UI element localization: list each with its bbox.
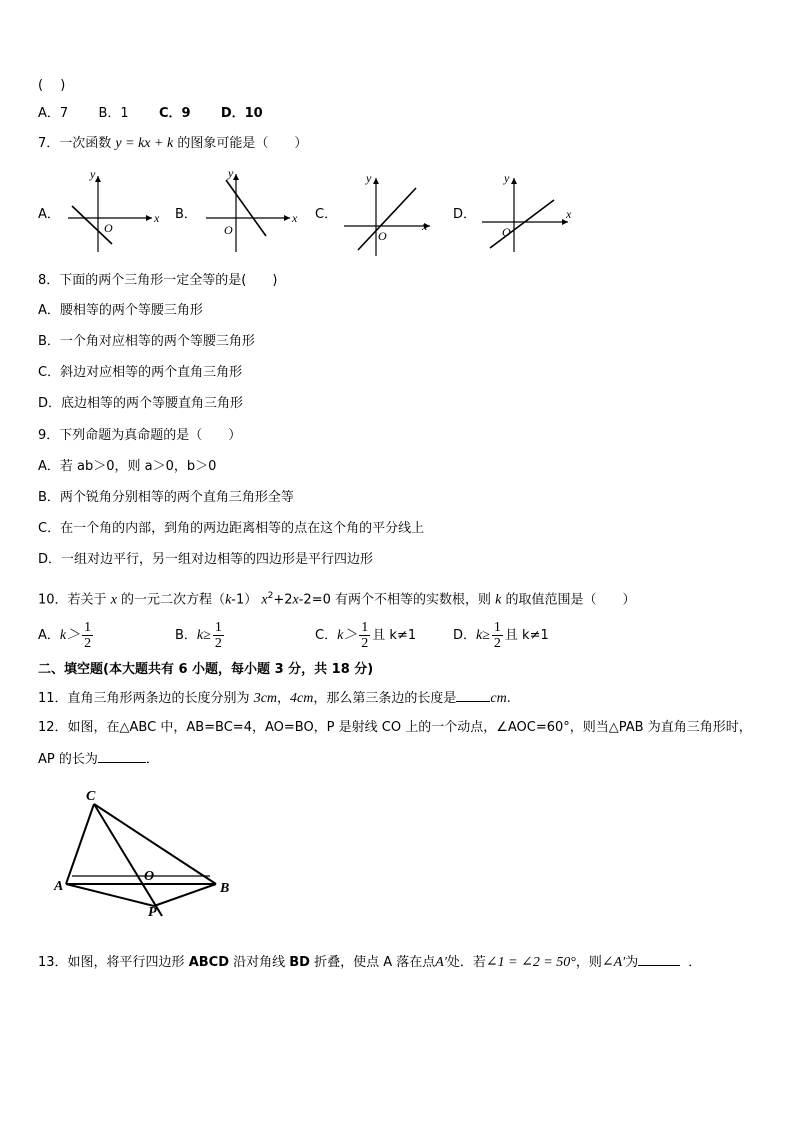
q13-answer-blank[interactable]	[638, 953, 680, 966]
q7-graph-b-label: B．	[175, 207, 197, 222]
q11-text-2: ，那么第三条边的长度是	[313, 691, 457, 706]
q7-a-axis-x: x	[154, 211, 160, 225]
q7-graph-b	[198, 166, 298, 256]
q10-option-d	[453, 620, 549, 651]
q10-b-fraction	[213, 620, 224, 651]
q12-label-p: P	[148, 905, 157, 917]
q10-b-rel: k≥	[196, 628, 211, 643]
q11-value-1: 3cm	[253, 691, 278, 706]
q10-var-x3: x	[292, 592, 299, 608]
q10-option-c	[315, 620, 416, 651]
q11-end: .	[506, 691, 511, 706]
q10-b-label: B．	[175, 628, 197, 643]
q10-text-4: +2	[273, 592, 293, 608]
q10-c-num: 1	[361, 620, 369, 635]
q7-stem	[38, 135, 307, 153]
q10-a-label: A．	[38, 628, 60, 643]
q6-option-b: B．1	[98, 106, 129, 121]
q7-suffix: 的图象可能是（ ）	[177, 136, 308, 151]
q10-a-fraction	[82, 620, 93, 651]
q13-text-3: 折叠，使点 A 落在点	[309, 955, 436, 970]
q7-b-axis-x: x	[292, 211, 298, 225]
q12-line-1: 12．如图，在△ABC 中，AB=BC=4，AO=BO，P 是射线 CO 上的一个动点，∠AOC=60°，则当△PAB 为直角三角形时，	[38, 720, 752, 735]
q8-option-a: A．腰相等的两个等腰三角形	[38, 303, 203, 318]
q11-stem	[38, 689, 511, 708]
q13-text-6: 为	[625, 955, 639, 970]
q10-var-k2: k	[495, 592, 502, 608]
q10-text-2: 的一元二次方程（	[121, 592, 226, 608]
q12-label-b: B	[220, 881, 230, 896]
q7-graph-d	[476, 170, 576, 256]
q7-a-axis-y: y	[90, 168, 96, 181]
q12-end: ．	[145, 752, 159, 767]
q12-answer-blank[interactable]	[98, 750, 146, 763]
q7-graph-a	[60, 168, 160, 256]
q13-angles: ∠1 = ∠2 = 50°	[485, 955, 576, 970]
q6-option-c: C．9	[158, 106, 191, 121]
q7-graph-a-label: A．	[38, 207, 60, 222]
q7-d-origin: O	[502, 225, 511, 239]
q9-stem: 9．下列命题为真命题的是（ ）	[38, 428, 242, 443]
q8-option-b: B．一个角对应相等的两个等腰三角形	[38, 334, 255, 349]
q10-var-k: k	[225, 592, 232, 608]
q7-d-axis-y: y	[504, 171, 510, 185]
q10-d-label: D．	[453, 628, 477, 643]
q9-option-b: B．两个锐角分别相等的两个直角三角形全等	[38, 490, 294, 505]
q7-graph-c	[338, 170, 438, 258]
q8-stem: 8．下面的两个三角形一定全等的是( )	[38, 273, 278, 288]
q13-abcd: ABCD	[188, 955, 229, 970]
q13-text-2: 沿对角线	[229, 955, 290, 970]
q10-b-num: 1	[214, 620, 222, 635]
q7-formula: y = kx + k	[115, 136, 174, 151]
q7-b-axis-y: y	[228, 166, 234, 180]
q12-triangle-figure	[50, 782, 250, 917]
q7-c-origin: O	[378, 229, 387, 243]
q11-text-1: 11．直角三角形两条边的长度分别为	[38, 691, 254, 706]
q13-angle-a-prime: ∠A′	[601, 955, 626, 970]
q7-graph-c-label: C．	[315, 207, 338, 222]
q6-paren: ( )	[38, 78, 66, 93]
q11-answer-blank[interactable]	[456, 689, 490, 702]
q9-option-a: A．若 ab＞0，则 a＞0，b＞0	[38, 459, 217, 474]
q10-c-den: 2	[361, 636, 369, 651]
q10-text-3: -1）	[231, 592, 258, 608]
q10-text-1: 10．若关于	[38, 592, 107, 608]
q10-a-rel: k＞	[59, 628, 81, 643]
q13-end: ．	[688, 955, 702, 970]
q6-option-d: D．10	[220, 106, 263, 121]
q10-c-tail: 且 k≠1	[372, 628, 417, 643]
q10-var-x: x	[110, 592, 117, 608]
q8-option-d: D．底边相等的两个等腰直角三角形	[38, 396, 244, 411]
q10-a-den: 2	[84, 636, 92, 651]
q7-d-axis-x: x	[566, 207, 572, 221]
q10-c-rel: k＞	[337, 628, 358, 643]
q10-d-den: 2	[493, 636, 501, 651]
q7-graph-d-label: D．	[453, 207, 477, 222]
q12-line-2	[38, 750, 159, 769]
q9-option-c: C．在一个角的内部，到角的两边距离相等的点在这个角的平分线上	[38, 521, 425, 536]
q6-options	[38, 105, 263, 123]
q13-text-1: 13．如图，将平行四边形	[38, 955, 189, 970]
q7-prefix: 7．一次函数	[38, 136, 112, 151]
q10-c-fraction	[359, 620, 370, 651]
q11-unit: cm	[490, 691, 507, 706]
q11-value-2: 4cm	[290, 691, 314, 706]
q7-a-origin: O	[104, 221, 113, 235]
q10-option-a	[38, 620, 95, 651]
q13-text-5: ，则	[575, 955, 602, 970]
q7-b-origin: O	[224, 223, 233, 237]
q10-a-num: 1	[84, 620, 92, 635]
q9-option-d: D．一组对边平行，另一组对边相等的四边形是平行四边形	[38, 552, 374, 567]
q10-text-6: 的取值范围是（ ）	[505, 592, 636, 608]
q12-label-c: C	[86, 789, 96, 804]
q11-separator: ，	[277, 691, 291, 706]
q7-c-axis-y: y	[366, 171, 372, 185]
q10-option-b	[175, 620, 226, 651]
q10-d-num: 1	[493, 620, 501, 635]
q10-stem	[38, 587, 636, 609]
section-2-heading: 二、填空题(本大题共有 6 小题，每小题 3 分，共 18 分)	[38, 662, 374, 677]
q13-text-4: 处．若	[446, 955, 486, 970]
q10-var-x2: x	[261, 592, 268, 608]
q7-c-axis-x: x	[422, 219, 428, 233]
q12-label-o: O	[144, 869, 155, 884]
q13-a-prime: A′	[435, 955, 447, 970]
q12-label-a: A	[54, 879, 64, 894]
q10-exponent: 2	[267, 591, 274, 601]
q10-d-rel: k≥	[476, 628, 490, 643]
q10-b-den: 2	[214, 636, 222, 651]
q10-d-fraction	[492, 620, 503, 651]
q10-c-label: C．	[315, 628, 338, 643]
q6-option-a: A．7	[38, 106, 69, 121]
q10-d-tail: 且 k≠1	[504, 628, 549, 643]
q8-option-c: C．斜边对应相等的两个直角三角形	[38, 365, 243, 380]
q13-stem	[38, 953, 701, 972]
q12-text: AP 的长为	[38, 752, 98, 767]
q10-text-5: -2=0 有两个不相等的实数根，则	[298, 592, 491, 608]
q13-bd: BD	[289, 955, 310, 970]
